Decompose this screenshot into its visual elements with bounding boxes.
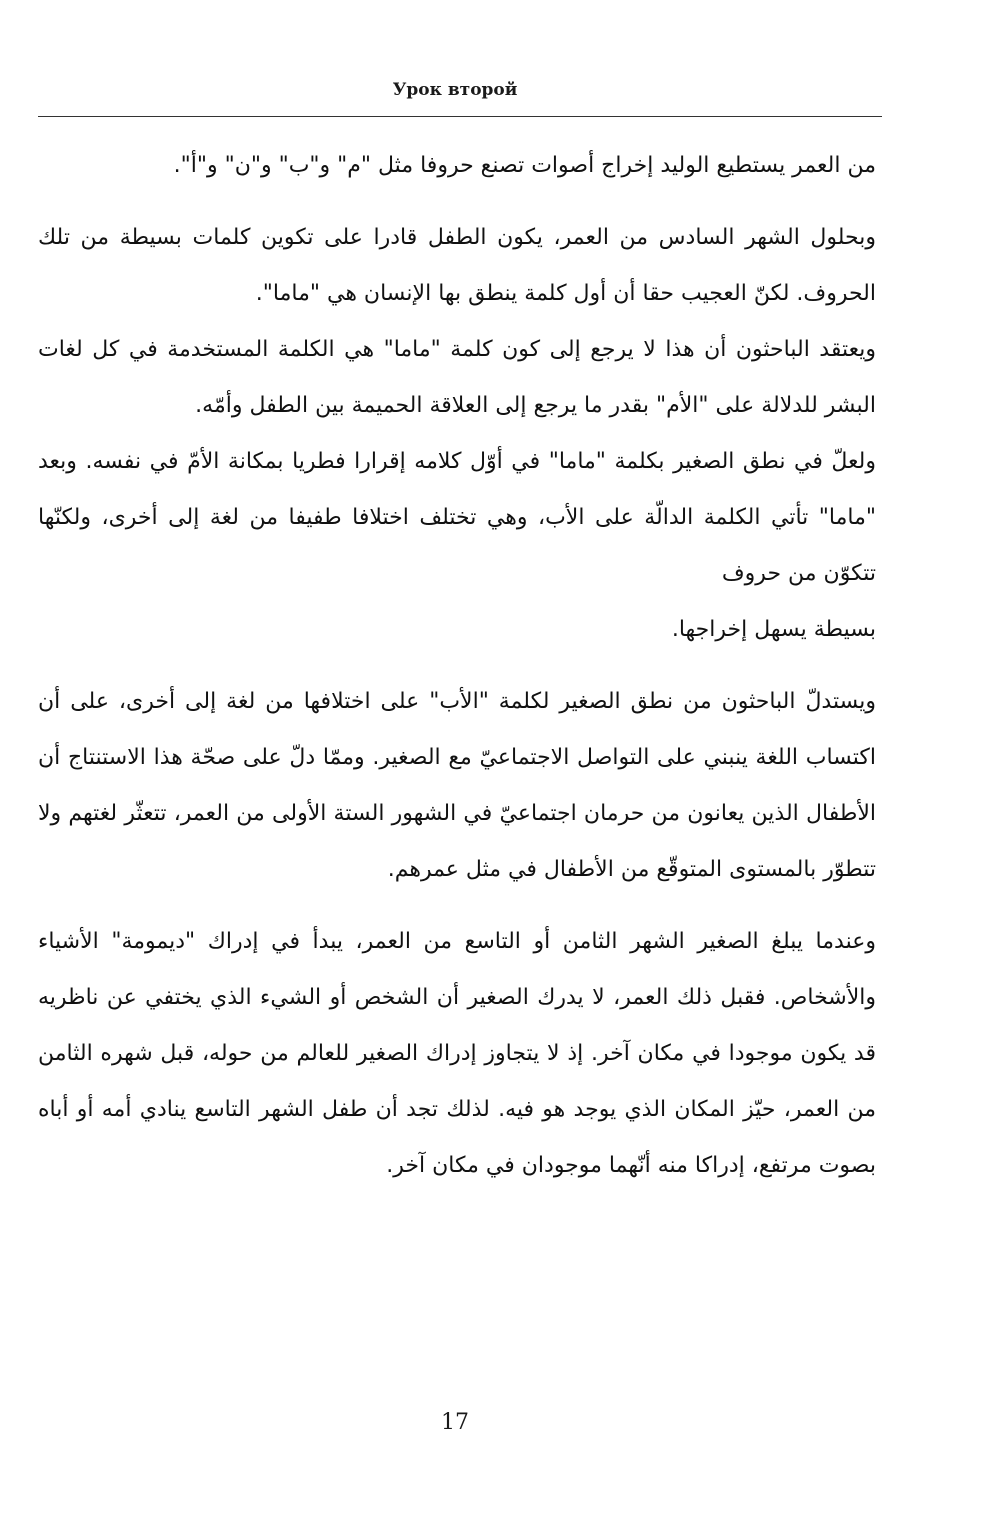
paragraph-6: ويستدلّ الباحثون من نطق الصغير لكلمة "الأب" على اختلافها من لغة إلى أخرى، على أن اكتساب اللغة ينبني على التواصل الاجتماعيّ مع الصغير. وممّا دلّ على صحّة هذا الاستنتاج أن الأطفال الذين يعانون من حرمان اجتماعيّ في الشهور الستة الأولى من العمر، تتعثّر لغتهم ولا تتطوّر بالمستوى المتوقّع من الأطفال في مثل عمرهم.	[38, 689, 876, 882]
paragraph-7: وعندما يبلغ الصغير الشهر الثامن أو التاسع من العمر، يبدأ في إدراك "ديمومة" الأشياء والأشخاص. فقبل ذلك العمر، لا يدرك الصغير أن الشخص أو الشيء الذي يختفي عن ناظريه قد يكون موجودا في مكان آخر. إذ لا يتجاوز إدراك الصغير للعالم من حوله، قبل شهره الثامن من العمر، حيّز المكان الذي يوجد هو فيه. لذلك تجد أن طفل الشهر التاسع ينادي أمه أو أباه بصوت مرتفع، إدراكا منه أنّهما موجودان في مكان آخر.	[38, 929, 876, 1178]
header-divider	[38, 116, 882, 117]
paragraph-2: وبحلول الشهر السادس من العمر، يكون الطفل قادرا على تكوين كلمات بسيطة من تلك الحروف. لكنّ العجيب حقا أن أول كلمة ينطق بها الإنسان هي "ماما".	[38, 225, 876, 306]
paragraph-4: ولعلّ في نطق الصغير بكلمة "ماما" في أوّل كلامه إقرارا فطريا بمكانة الأمّ في نفسه. وبعد "ماما" تأتي الكلمة الدالّة على الأب، وهي تختلف اختلافا طفيفا من لغة إلى أخرى، ولكنّها تتكوّن من حروف	[38, 449, 876, 586]
paragraph-3: ويعتقد الباحثون أن هذا لا يرجع إلى كون كلمة "ماما" هي الكلمة المستخدمة في كل لغات البشر للدلالة على "الأم" بقدر ما يرجع إلى العلاقة الحميمة بين الطفل وأمّه.	[38, 337, 876, 418]
paragraph-5: بسيطة يسهل إخراجها.	[671, 617, 876, 642]
page-number: 17	[441, 1410, 469, 1435]
paragraph-1: من العمر يستطيع الوليد إخراج أصوات تصنع حروفا مثل "م" و"ب" و"ن" و"أ".	[173, 153, 876, 178]
running-header-title: Урок второй	[392, 80, 518, 100]
page-body	[38, 138, 876, 1194]
